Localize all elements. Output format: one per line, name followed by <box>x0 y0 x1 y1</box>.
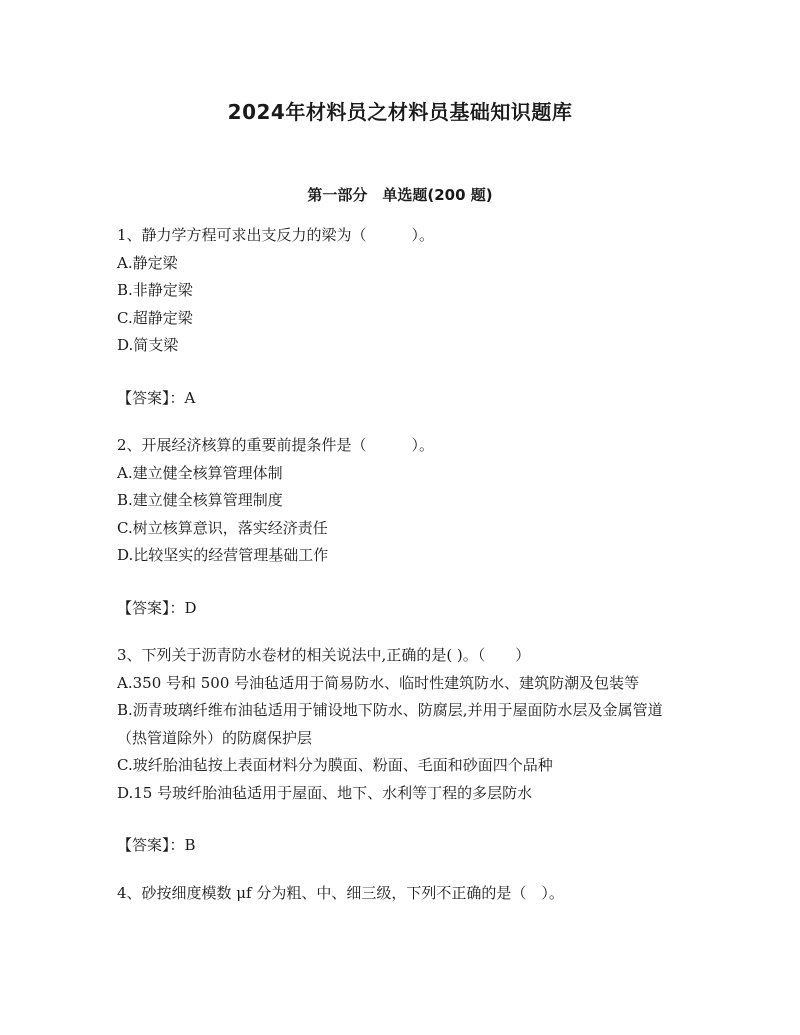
option-a: A.建立健全核算管理体制 <box>117 463 283 482</box>
document-title: 2024年材料员之材料员基础知识题库 <box>227 100 573 124</box>
answer-line <box>117 832 692 860</box>
question-stem: 3、下列关于沥青防水卷材的相关说法中,正确的是( )。（ ） <box>117 646 531 664</box>
option-c: C.树立核算意识，落实经济责任 <box>117 518 328 537</box>
question-1 <box>117 222 692 412</box>
question-stem: 2、开展经济核算的重要前提条件是（ ）。 <box>117 436 435 454</box>
option-a: A.350 号和 500 号油毡适用于简易防水、临时性建筑防水、建筑防潮及包装等 <box>117 673 640 692</box>
option-d: D.比较坚实的经营管理基础工作 <box>117 546 329 564</box>
answer-label: 【答案】： <box>117 598 185 617</box>
option-b: B.沥青玻璃纤维布油毡适用于铺设地下防水、防腐层,并用于屋面防水层及金属管道（热管道除外）的防腐保护层 <box>117 701 663 747</box>
section-title: 第一部分 单选题(200 题) <box>307 186 493 204</box>
option-d: D.15 号玻纤胎油毡适用于屋面、地下、水利等丁程的多层防水 <box>117 783 533 802</box>
answer-label: 【答案】： <box>117 836 185 854</box>
option-d: D.简支梁 <box>117 336 179 354</box>
answer-label: 【答案】： <box>117 388 185 407</box>
question-stem: 4、砂按细度模数 μf 分为粗、中、细三级，下列不正确的是（ ）。 <box>117 883 564 902</box>
question-2 <box>117 432 692 622</box>
question-4 <box>117 880 692 908</box>
answer-value: D <box>184 598 197 617</box>
question-stem: 1、静力学方程可求出支反力的梁为（ ）。 <box>117 226 435 244</box>
option-b: B.建立健全核算管理制度 <box>117 491 283 509</box>
option-b: B.非静定梁 <box>117 281 193 299</box>
answer-value: B <box>184 836 196 854</box>
question-3 <box>117 642 692 860</box>
question-list <box>117 222 692 907</box>
answer-value: A <box>184 388 196 407</box>
option-c: C.玻纤胎油毡按上表面材料分为膜面、粉面、毛面和砂面四个品种 <box>117 756 553 774</box>
answer-line <box>117 385 692 413</box>
option-c: C.超静定梁 <box>117 308 193 327</box>
option-a: A.静定梁 <box>117 253 178 272</box>
answer-line <box>117 595 692 623</box>
